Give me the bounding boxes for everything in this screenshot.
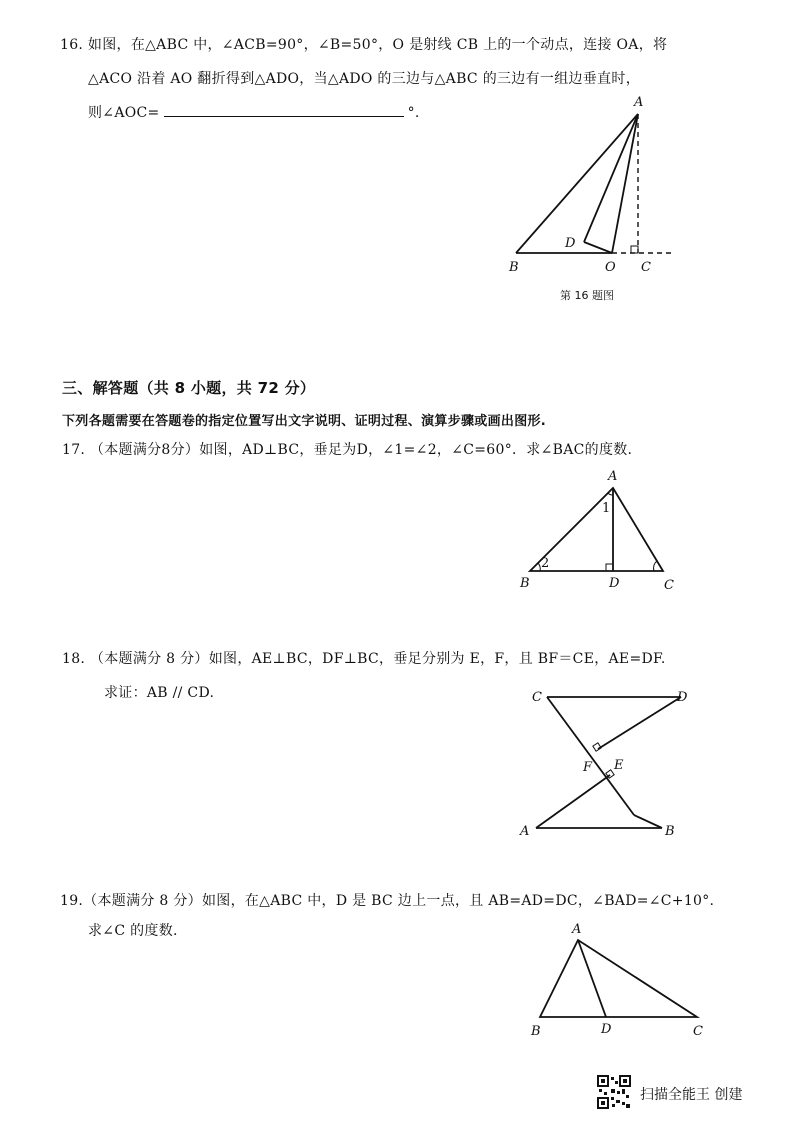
q16-label-c: C xyxy=(641,260,651,275)
q18-line2: 求证：AB // CD. xyxy=(104,685,215,701)
q16-segment-ab xyxy=(516,114,638,253)
q17-label-d: D xyxy=(609,576,620,591)
q16-answer-blank[interactable] xyxy=(164,104,404,117)
q16-line2: △ACO 沿着 AO 翻折得到△ADO，当△ADO 的三边与△ABC 的三边有一组边垂直时， xyxy=(88,71,640,87)
q18-line1: 18. （本题满分 8 分）如图，AE⊥BC，DF⊥BC，垂足分别为 E，F，且 BF＝CE，AE=DF. xyxy=(62,651,666,667)
q19-figure xyxy=(525,920,715,1045)
section3-instruction: 下列各题需要在答题卷的指定位置写出文字说明、证明过程、演算步骤或画出图形. xyxy=(62,414,547,429)
q18-segment-b-end xyxy=(634,815,662,828)
q17-triangle-abc xyxy=(530,488,663,571)
q18-label-c: C xyxy=(532,690,542,705)
q18-label-a: A xyxy=(520,824,530,839)
q18-segment-df xyxy=(598,697,681,749)
q18-figure xyxy=(510,683,700,843)
q16-answer-prefix: 则∠AOC= xyxy=(88,105,160,121)
q18-label-d: D xyxy=(677,690,688,705)
q17-angle2-arc xyxy=(538,563,540,571)
q16-label-a: A xyxy=(634,95,644,110)
q16-label-d: D xyxy=(565,236,576,251)
q19-segment-ad xyxy=(578,940,606,1017)
q17-figure xyxy=(510,465,685,595)
q17-label-c: C xyxy=(664,578,674,593)
q17-angle1-label: 1 xyxy=(602,501,611,516)
q17-angle-c-arc xyxy=(654,561,657,571)
q19-line1: 19.（本题满分 8 分）如图，在△ABC 中，D 是 BC 边上一点，且 AB=AD=DC，∠BAD=∠C+10°. xyxy=(60,893,715,909)
q17-text: 17. （本题满分8分）如图，AD⊥BC，垂足为D，∠1=∠2，∠C=60°．求∠BAC的度数. xyxy=(62,442,633,458)
q17-label-a: A xyxy=(608,469,618,484)
section3-title: 三、解答题（共 8 小题，共 72 分） xyxy=(62,379,316,397)
q18-label-e: E xyxy=(614,758,624,773)
q16-line1: 16. 如图，在△ABC 中，∠ACB=90°，∠B=50°，O 是射线 CB 上的一个动点，连接 OA，将 xyxy=(60,37,668,53)
q16-figure xyxy=(500,92,690,282)
qr-code-icon xyxy=(597,1075,631,1109)
q19-triangle-abc xyxy=(540,940,697,1017)
q17-angle2-label: 2 xyxy=(541,556,550,571)
q19-label-c: C xyxy=(693,1024,703,1039)
q17-label-b: B xyxy=(520,576,530,591)
q17-right-angle-mark xyxy=(606,564,613,571)
q18-segment-ae xyxy=(536,775,610,828)
q16-right-angle-mark xyxy=(631,246,638,253)
q16-segment-do xyxy=(584,242,612,253)
q16-line3 xyxy=(88,102,420,122)
q19-line2: 求∠C 的度数. xyxy=(88,923,178,939)
q19-label-b: B xyxy=(531,1024,541,1039)
q18-segment-cb xyxy=(547,697,634,815)
q16-caption: 第 16 题图 xyxy=(560,289,614,302)
q16-label-b: B xyxy=(509,260,519,275)
q16-segment-ao xyxy=(612,114,638,253)
q18-label-f: F xyxy=(583,760,593,775)
q16-answer-suffix: °. xyxy=(407,105,420,121)
scanner-watermark: 扫描全能王 创建 xyxy=(640,1087,743,1103)
q19-label-a: A xyxy=(572,922,582,937)
q19-label-d: D xyxy=(601,1022,612,1037)
q16-label-o: O xyxy=(605,260,616,275)
q18-label-b: B xyxy=(665,824,675,839)
q16-segment-ad xyxy=(584,114,638,242)
